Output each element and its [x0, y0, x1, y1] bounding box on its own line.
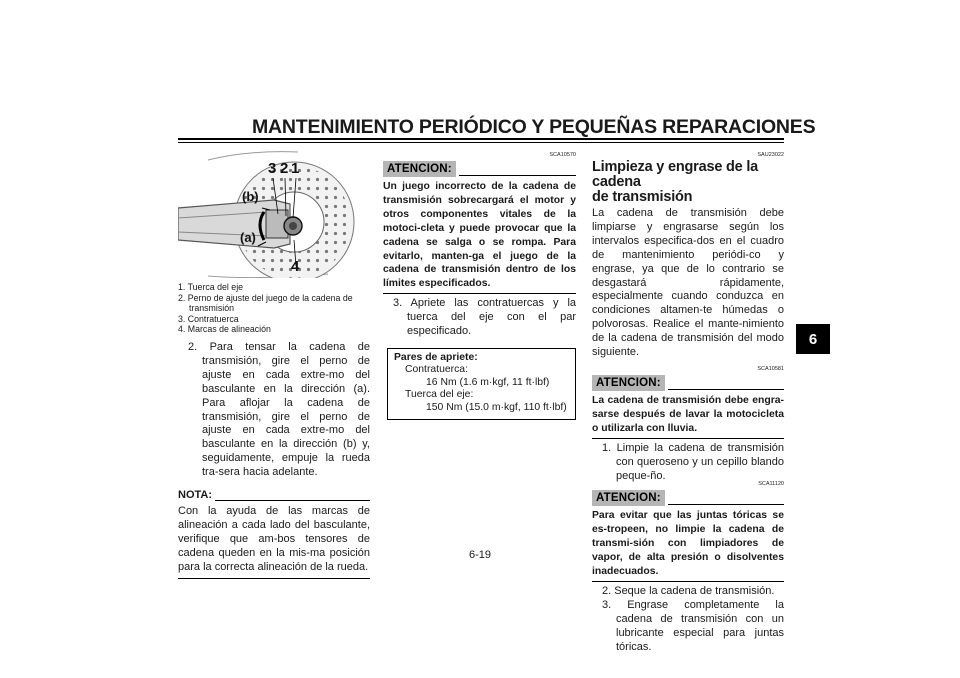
step-2-dry: 2. Seque la cadena de transmisión. [602, 584, 775, 597]
callout-2: 2 [280, 160, 289, 177]
warning-rule [668, 389, 784, 390]
step-2-tension: 2. Para tensar la cadena de transmisión, gire el perno de ajuste en cada extre-mo del basculante en la dirección (a). Para aflojar la cadena de transmisión, gire el perno de ajuste en cada extre-mo del basculante en la dirección (b) y, seguidamente, empuje la rueda tra-sera hacia adelante. [188, 340, 370, 479]
page-number: 6-19 [468, 549, 492, 561]
nota-end-rule [178, 578, 370, 579]
warning-rule [459, 175, 576, 176]
warning-end-rule [383, 293, 576, 294]
reference-code: SCA11120 [758, 481, 784, 488]
warning-body: Un juego incorrecto de la cadena de transmisión sobrecargará el motor y otros componentes vitales de la motoci-cleta y puede provocar que la cadena se salga o se rompa. Para evitarlo, manten-ga el juego de la cadena de transmisión dentro de los límites especificados. [383, 181, 576, 290]
callout-1: 1 [291, 160, 300, 177]
spec-item-value: 16 Nm (1.6 m·kgf, 11 ft·lbf) [426, 376, 550, 388]
caption-item: 1. Tuerca del eje [178, 282, 244, 292]
section-title-line: Limpieza y engrase de la cadena [592, 159, 759, 190]
step-1-clean: 1. Limpie la cadena de transmisión con queroseno y un cepillo blando peque-ño. [602, 441, 784, 482]
warning-heading [592, 375, 784, 391]
reference-code: SCA10581 [757, 365, 784, 372]
warning-end-rule [592, 438, 784, 439]
step-3-tighten: 3. Apriete las contratuercas y la tuerca del eje con el par especificado. [393, 297, 576, 338]
caption-item: 4. Marcas de alineación [178, 324, 271, 335]
column-1 [178, 148, 370, 579]
chapter-tab[interactable]: 6 [796, 324, 830, 354]
column-3 [592, 152, 784, 654]
header-rule-thin [178, 142, 784, 143]
nota-body: Con la ayuda de las marcas de alineación a cada lado del basculante, verifique que am-bos tensores de cadena queden en la mis-ma posición para la correcta alineación de la rueda. [178, 504, 370, 573]
swingarm-figure [178, 148, 370, 278]
spec-item-label: Tuerca del eje: [405, 389, 474, 401]
warning-rule [668, 504, 784, 505]
callout-3: 3 [268, 160, 277, 177]
warning-label: ATENCION: [592, 490, 665, 506]
reference-code: SAU23022 [757, 152, 784, 158]
page-header: MANTENIMIENTO PERIÓDICO Y PEQUEÑAS REPARACIONES [252, 116, 816, 138]
reference-code: SCA10570 [549, 152, 576, 158]
spec-item-label: Contratuerca: [405, 364, 468, 376]
nota-rule [215, 499, 370, 501]
callout-a: (a) [240, 230, 256, 245]
figure-captions [178, 282, 370, 335]
step-3-lubricate: 3. Engrase completamente la cadena de transmisión con un lubricante especial para juntas tóricas. [602, 598, 784, 653]
callout-b: (b) [242, 189, 259, 204]
warning-label: ATENCION: [383, 161, 456, 177]
warning-heading [383, 161, 576, 177]
nota-heading [178, 489, 370, 503]
spec-title: Pares de apriete: [394, 351, 478, 363]
warning-body: La cadena de transmisión debe engra-sarse después de lavar la motocicleta o utilizarla con lluvia. [592, 394, 784, 434]
section-title [592, 160, 784, 205]
section-body: La cadena de transmisión debe limpiarse y engrasarse según los intervalos especifica-dos en el cuadro de mantenimiento periódi-co y engrase, ya que de lo contrario se desgastará rápidamente, especialmente cuando conduzca en condiciones altamen-te húmedas o polvorosas. Realice el mante-nimiento de la cadena de transmisión del modo siguiente. [592, 207, 784, 359]
nota-title: NOTA: [178, 489, 213, 502]
callout-4: 4 [291, 258, 300, 275]
warning-body: Para evitar que las juntas tóricas se es-tropeen, no limpie la cadena de transmi-sión con limpiadores de vapor, de alta presión o disolventes inadecuados. [592, 510, 784, 578]
spec-item-value: 150 Nm (15.0 m·kgf, 110 ft·lbf) [426, 401, 567, 413]
warning-end-rule [592, 581, 784, 582]
section-title-line: de transmisión [592, 189, 693, 205]
caption-item: 2. Perno de ajuste del juego de la cadena de transmisión [178, 292, 353, 314]
column-2 [383, 152, 576, 420]
torque-spec-box [387, 348, 576, 421]
caption-item: 3. Contratuerca [178, 313, 239, 324]
warning-label: ATENCION: [592, 375, 665, 391]
header-rule [178, 138, 784, 140]
warning-heading [592, 490, 784, 506]
